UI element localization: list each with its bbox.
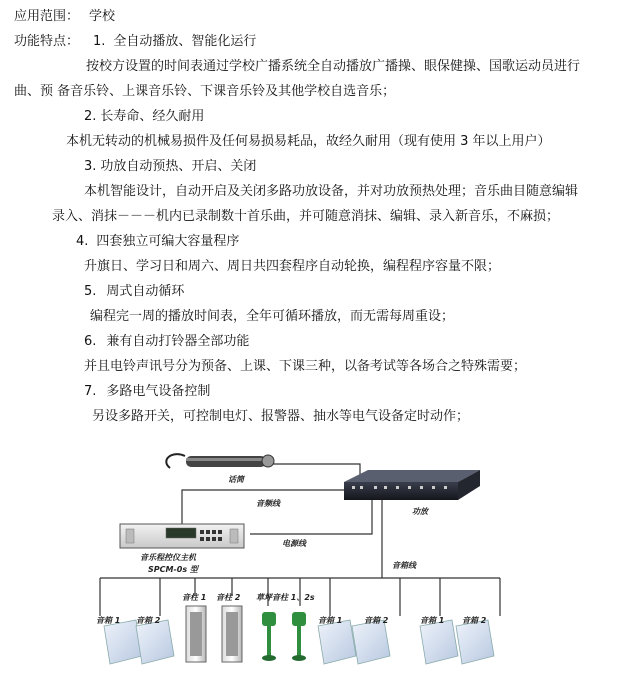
amp-label: 功放 <box>412 507 428 516</box>
feature-1-number: 1. <box>93 34 106 49</box>
left-box-2-label: 音箱 2 <box>136 616 161 625</box>
controller-model: SPCM-0s 型 <box>148 565 198 574</box>
features-label: 功能特点： <box>14 34 80 49</box>
audio-line-label: 音频线 <box>256 499 280 508</box>
feature-2-desc-1: 本机无转动的机械易损件及任何易损易耗品，故经久耐用（现有使用 3 年以上用户） <box>66 134 551 149</box>
amplifier-icon <box>344 470 480 500</box>
audio-cable <box>182 490 360 526</box>
feature-4-heading <box>76 233 239 251</box>
right-box-2-label: 音箱 2 <box>462 616 487 625</box>
middle-box-2-label: 音箱 2 <box>364 616 389 625</box>
feature-1-desc-1: 按校方设置的时间表通过学校广播系统全自动播放广播操、眼保健操、国歌运动员进行 <box>86 59 581 74</box>
feature-1-desc-2: 曲、预 备音乐铃、上课音乐铃、下课音乐铃及其他学校自选音乐； <box>14 84 396 99</box>
lawn-label: 草坪音柱 1、2s <box>256 593 315 602</box>
feature-5-desc-1: 编程完一周的播放时间表，全年可循环播放，而无需每周重设； <box>90 309 455 324</box>
controller-unit-icon <box>120 524 244 548</box>
column-speaker-1-icon <box>186 606 206 662</box>
feature-1-heading <box>14 33 256 51</box>
left-box-1-label: 音箱 1 <box>96 616 121 625</box>
speaker-box-pair-right-icon <box>420 620 494 664</box>
lawn-speaker-1-icon <box>262 612 276 661</box>
feature-2-heading <box>84 108 204 126</box>
lawn-speaker-2-icon <box>292 612 306 661</box>
feature-1-title: 全自动播放、智能化运行 <box>113 34 257 49</box>
middle-box-1-label: 音箱 1 <box>318 616 343 625</box>
column-2-label: 音柱 2 <box>216 593 241 602</box>
feature-2-number: 2. <box>84 109 97 124</box>
feature-3-title: 功放自动预热、开启、关闭 <box>100 159 257 174</box>
feature-5-number: 5. <box>84 284 97 299</box>
feature-7-title: 多路电气设备控制 <box>106 384 211 399</box>
feature-3-heading <box>84 158 256 176</box>
feature-4-number: 4. <box>76 234 89 249</box>
feature-5-title: 周式自动循环 <box>106 284 185 299</box>
right-box-1-label: 音箱 1 <box>420 616 445 625</box>
feature-6-title: 兼有自动打铃器全部功能 <box>106 334 250 349</box>
feature-3-desc-2: 录入、消抹－－－机内已录制数十首乐曲，并可随意消抹、编辑、录入新音乐，不麻损； <box>52 209 560 224</box>
mic-label: 话筒 <box>228 475 244 484</box>
feature-6-number: 6. <box>84 334 97 349</box>
mic-cable <box>262 464 360 480</box>
feature-4-desc-1: 升旗日、学习日和周六、周日共四套程序自动轮换，编程程序容量不限； <box>84 259 501 274</box>
speaker-box-pair-left-icon <box>104 620 174 664</box>
scope-value: 学校 <box>89 9 116 24</box>
feature-5-heading <box>84 283 184 301</box>
speaker-box-pair-middle-icon <box>318 620 390 664</box>
microphone-icon <box>166 454 274 468</box>
column-speaker-2-icon <box>222 606 242 662</box>
feature-4-title: 四套独立可编大容量程序 <box>96 234 240 249</box>
feature-6-heading <box>84 333 249 351</box>
power-line-label: 电源线 <box>282 539 306 548</box>
column-1-label: 音柱 1 <box>182 593 207 602</box>
feature-6-desc-1: 并且电铃声讯号分为预备、上课、下课三种，以备考试等各场合之特殊需要； <box>84 359 527 374</box>
system-wiring-diagram <box>0 420 640 674</box>
feature-3-number: 3. <box>84 159 97 174</box>
feature-3-desc-1: 本机智能设计，自动开启及关闭多路功放设备，并对功放预热处理；音乐曲目随意编辑 <box>84 184 579 199</box>
scope-label: 应用范围： <box>14 9 80 24</box>
feature-2-title: 长寿命、经久耐用 <box>100 109 205 124</box>
scope-line <box>14 8 115 26</box>
feature-7-number: 7. <box>84 384 97 399</box>
feature-7-desc-1: 另设多路开关，可控制电灯、报警器、抽水等电气设备定时动作； <box>92 409 470 424</box>
controller-label: 音乐程控仪主机 <box>140 553 196 562</box>
speaker-line-label: 音箱线 <box>392 561 416 570</box>
feature-7-heading <box>84 383 210 401</box>
